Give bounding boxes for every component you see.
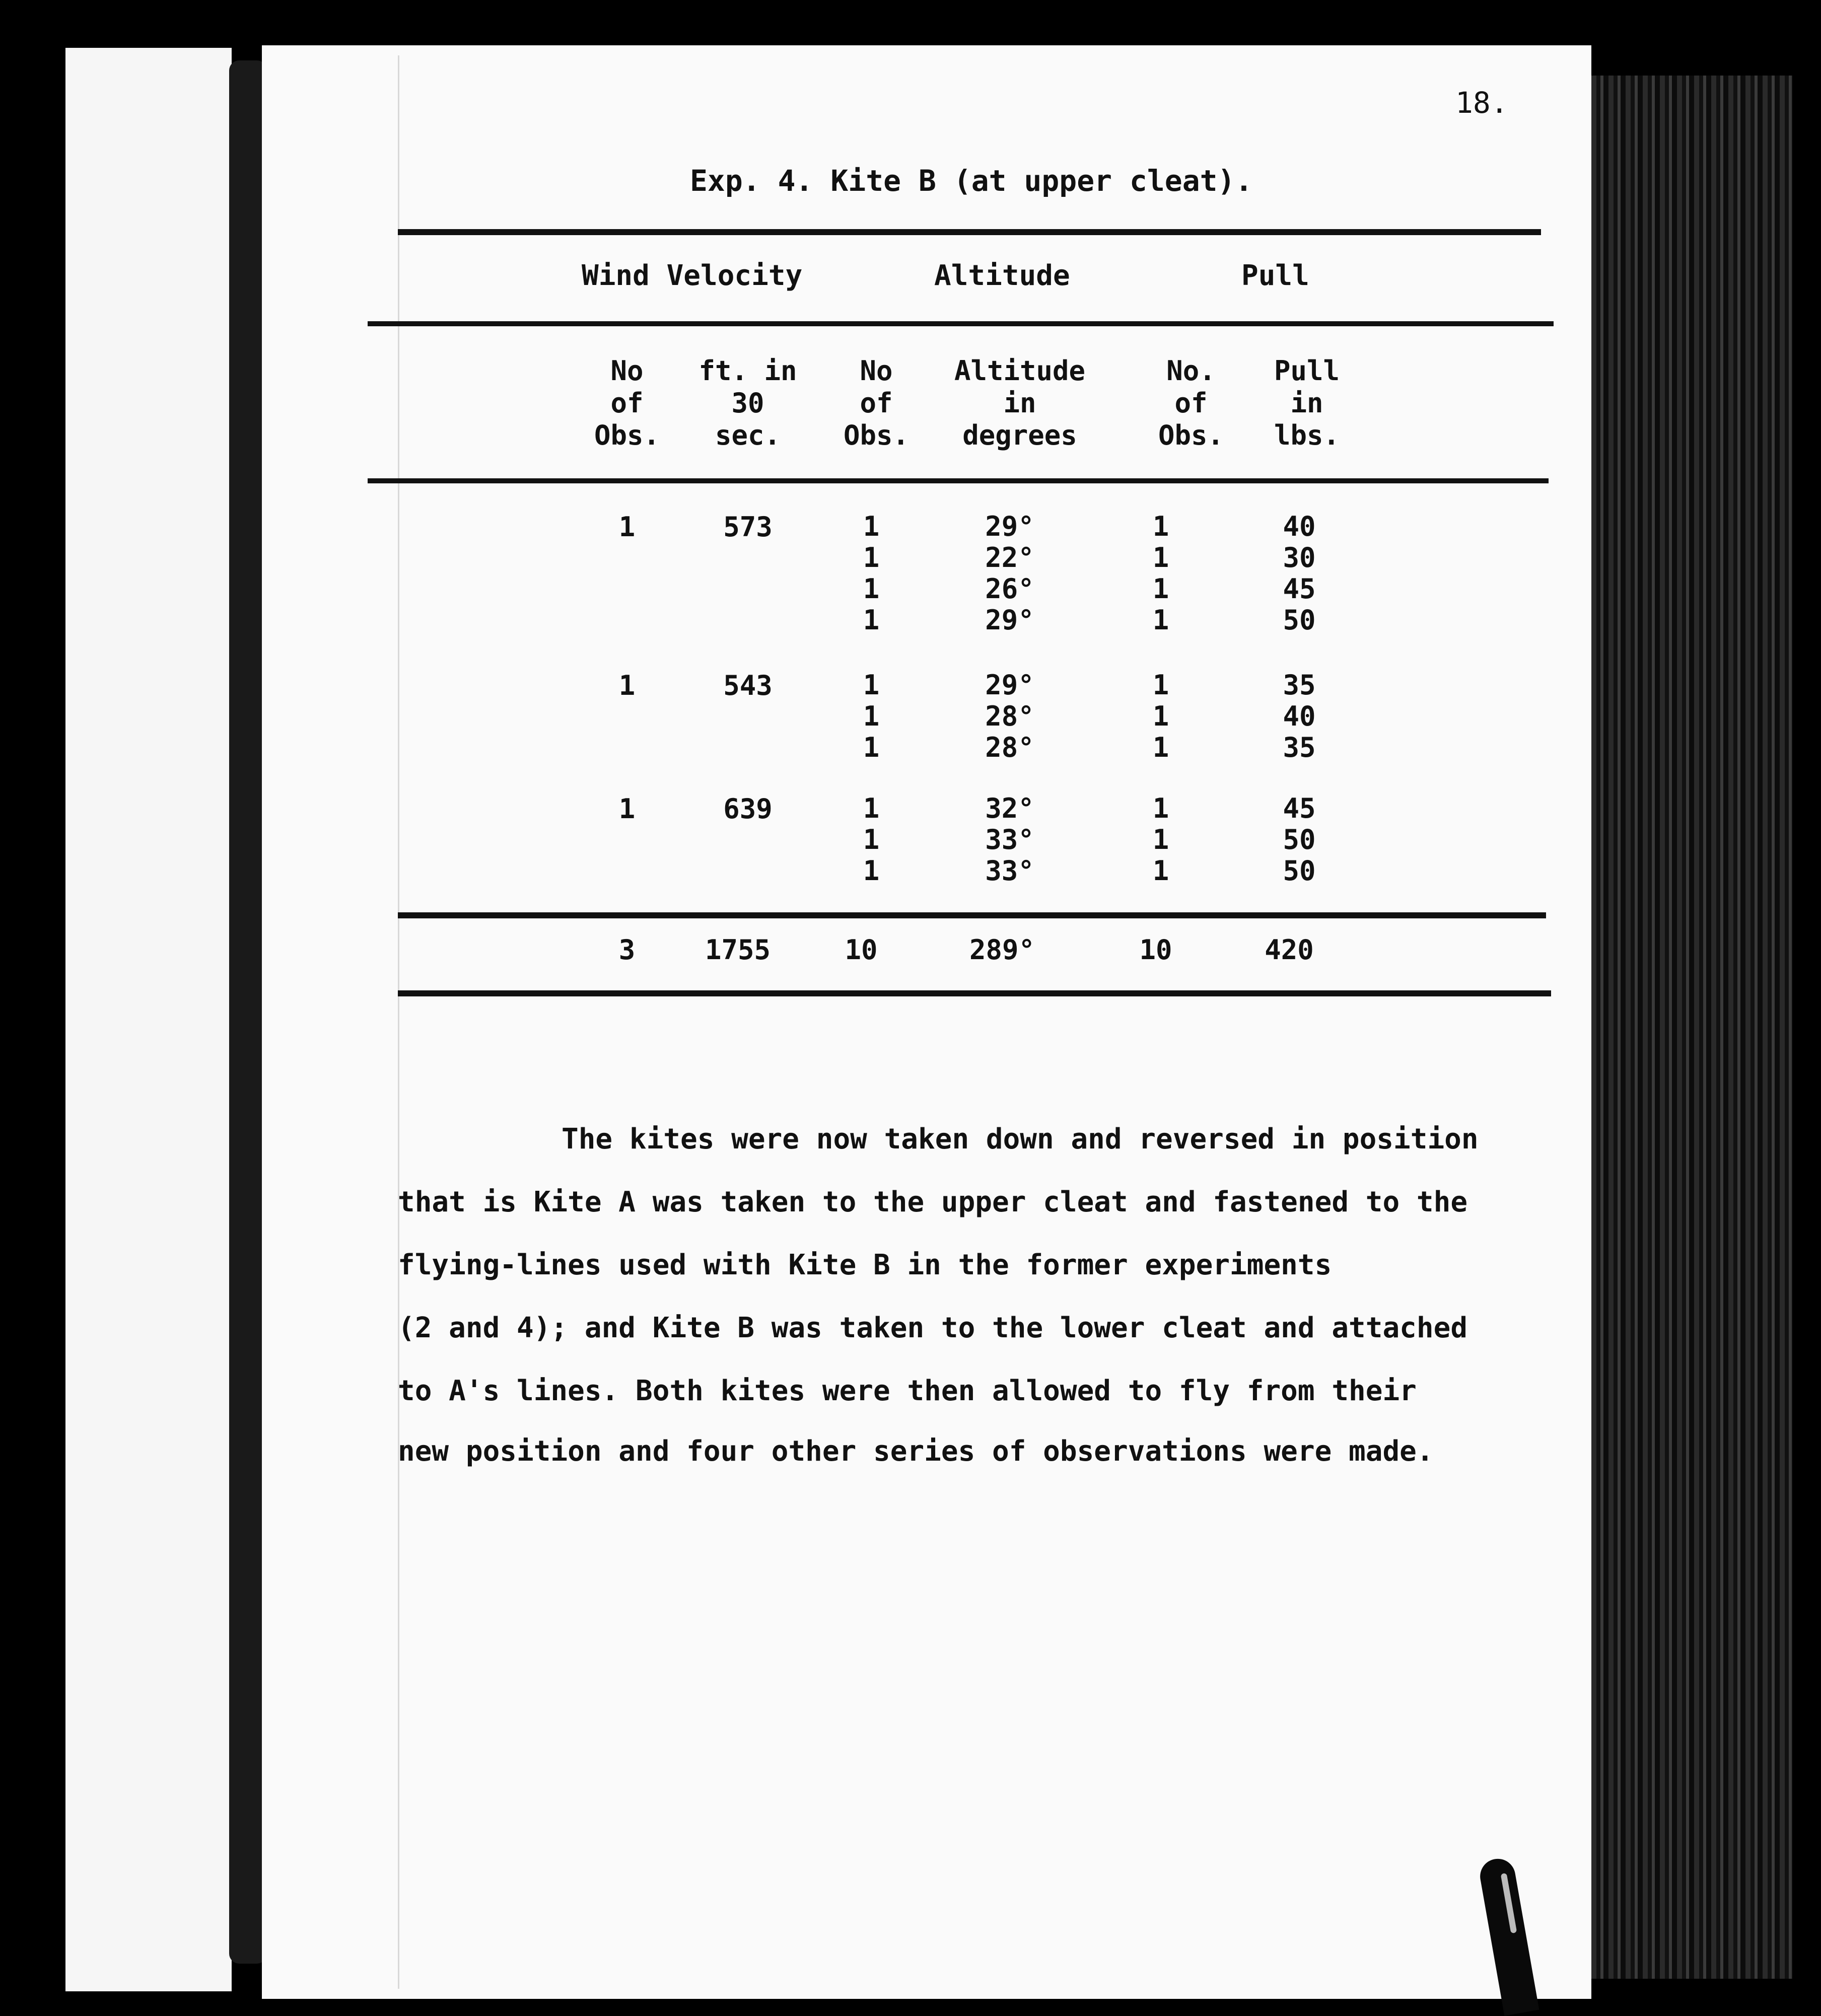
table-top-rule (398, 229, 1541, 235)
pull-obs-group-1: 1 1 1 1 (1152, 511, 1169, 636)
wind-obs-1: 1 (618, 511, 636, 543)
table-bottom-rule (398, 990, 1551, 996)
paragraph-line-6: new position and four other series of observations were made. (398, 1435, 1434, 1468)
group-header-altitude: Altitude (934, 259, 1070, 292)
page-edges (1591, 76, 1793, 1979)
subheader-pull: Pull in lbs. (1274, 355, 1340, 451)
paragraph-line-2: that is Kite A was taken to the upper cleat and fastened to the (398, 1186, 1468, 1218)
pull-obs-group-3: 1 1 1 (1152, 793, 1169, 887)
page-margin-line (398, 55, 399, 1989)
subheader-rule (368, 478, 1549, 483)
alt-obs-group-2: 1 1 1 (863, 669, 880, 763)
subheader-wind-obs: No of Obs. (594, 355, 660, 451)
subheader-altitude: Altitude in degrees (954, 355, 1086, 451)
paragraph-line-5: to A's lines. Both kites were then allowed to fly from their (398, 1375, 1417, 1407)
paragraph-line-3: flying-lines used with Kite B in the former experiments (398, 1249, 1332, 1281)
alt-obs-group-3: 1 1 1 (863, 793, 880, 887)
paragraph-line-1: The kites were now taken down and reversed in position (562, 1123, 1479, 1156)
total-pull-obs: 10 (1139, 934, 1172, 966)
altitude-group-2: 29° 28° 28° (985, 669, 1034, 763)
total-pull: 420 (1265, 934, 1314, 966)
header-rule (368, 321, 1554, 326)
altitude-group-1: 29° 22° 26° 29° (985, 511, 1034, 636)
left-page (65, 48, 232, 1991)
subheader-wind-ft: ft. in 30 sec. (698, 355, 797, 451)
pull-obs-group-2: 1 1 1 (1152, 669, 1169, 763)
pull-group-3: 45 50 50 (1283, 793, 1316, 887)
wind-ft-3: 639 (723, 793, 773, 825)
pull-group-2: 35 40 35 (1283, 669, 1316, 763)
wind-ft-2: 543 (723, 670, 773, 701)
subheader-alt-obs: No of Obs. (843, 355, 909, 451)
table-title: Exp. 4. Kite B (at upper cleat). (690, 164, 1253, 198)
total-altitude: 289° (969, 934, 1035, 966)
pull-group-1: 40 30 45 50 (1283, 511, 1316, 636)
paragraph-line-4: (2 and 4); and Kite B was taken to the lower cleat and attached (398, 1312, 1468, 1344)
document-page (262, 45, 1591, 1999)
group-header-pull: Pull (1241, 259, 1309, 292)
wind-ft-1: 573 (723, 511, 773, 543)
subheader-pull-obs: No. of Obs. (1158, 355, 1224, 451)
page-number: 18. (1455, 86, 1508, 120)
alt-obs-group-1: 1 1 1 1 (863, 511, 880, 636)
book-gutter (229, 60, 267, 1964)
altitude-group-3: 32° 33° 33° (985, 793, 1034, 887)
total-wind-obs: 3 (618, 934, 636, 966)
wind-obs-3: 1 (618, 793, 636, 825)
totals-top-rule (398, 912, 1546, 918)
group-header-wind-velocity: Wind Velocity (582, 259, 803, 292)
wind-obs-2: 1 (618, 670, 636, 701)
total-alt-obs: 10 (845, 934, 878, 966)
total-wind-ft: 1755 (705, 934, 771, 966)
